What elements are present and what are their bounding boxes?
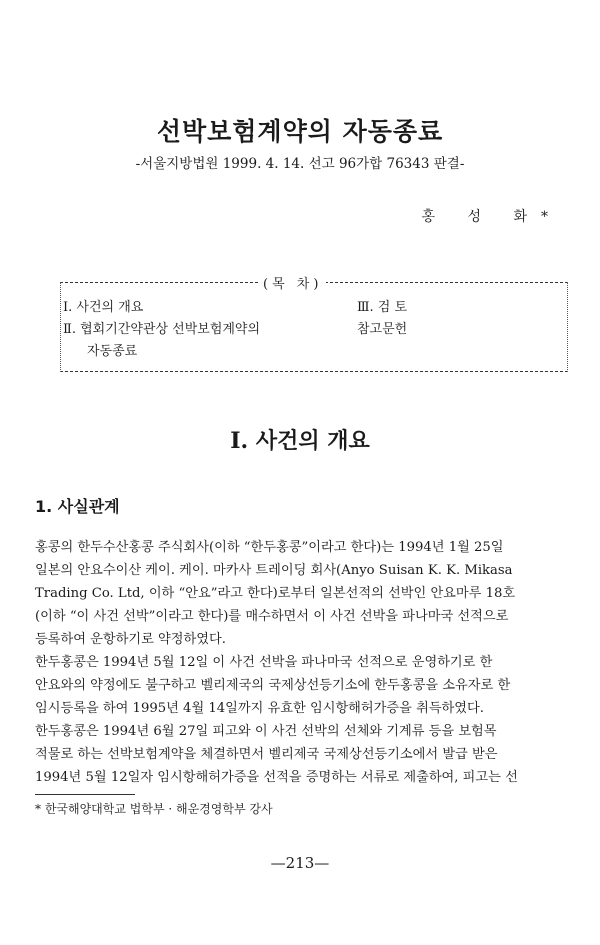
toc-item-references: 참고문헌 (357, 322, 408, 337)
paper-title: 선박보험계약의 자동종료 (156, 117, 444, 146)
text-line: 임시등록을 하여 1995년 4월 14일까지 유효한 임시항해허가증을 취득하였다. (35, 701, 484, 716)
table-of-contents (60, 277, 568, 372)
paragraph-3 (35, 720, 567, 789)
text-line: (이하 “이 사건 선박”이라고 한다)를 매수하면서 이 사건 선박을 파나마국 선적으로 (35, 609, 509, 624)
text-line: 한두홍콩은 1994년 5월 12일 이 사건 선박을 파나마국 선적으로 운영하기로 한 (35, 655, 493, 670)
toc-right-column (357, 297, 407, 341)
subsection-heading: 1. 사실관계 (35, 497, 120, 516)
text-line: 일본의 안요수이산 케이. 케이. 마카사 트레이딩 회사(Anyo Suisan K. K. Mikasa (35, 563, 513, 578)
author-name: 홍 성 화* (421, 209, 562, 225)
toc-label: (목 차) (259, 273, 326, 292)
toc-item-1: Ⅰ. 사건의 개요 (63, 300, 144, 315)
toc-left-column (63, 297, 260, 363)
toc-item-3: Ⅲ. 검 토 (357, 300, 408, 315)
paper-subtitle: -서울지방법원 1999. 4. 14. 선고 96가합 76343 판결- (135, 156, 465, 172)
section-heading: Ⅰ. 사건의 개요 (230, 428, 370, 454)
page-number: —213— (270, 854, 330, 872)
text-line: Trading Co. Ltd, 이하 “안요”라고 한다)로부터 일본선적의 선박인 안요마루 18호 (35, 586, 516, 601)
paragraph-1 (35, 536, 567, 651)
text-line: 적물로 하는 선박보험계약을 체결하면서 벨리제국 국제상선등기소에서 발급 받은 (35, 747, 498, 762)
body-text (35, 536, 567, 789)
text-line: 홍콩의 한두수산홍콩 주식회사(이하 “한두홍콩”이라고 한다)는 1994년 1월 25일 (35, 540, 504, 555)
text-line: 한두홍콩은 1994년 6월 27일 피고와 이 사건 선박의 선체와 기계류 등을 보험목 (35, 724, 497, 739)
text-line: 등록하여 운항하기로 약정하였다. (35, 632, 226, 647)
toc-item-2: Ⅱ. 협회기간약관상 선박보험계약의 (63, 322, 261, 337)
footnote-divider (35, 794, 135, 795)
paragraph-2 (35, 651, 567, 720)
footnote: * 한국해양대학교 법학부 · 해운경영학부 강사 (35, 802, 273, 816)
text-line: 안요와의 약정에도 불구하고 벨리제국의 국제상선등기소에 한두홍콩을 소유자로 한 (35, 678, 511, 693)
text-line: 1994년 5월 12일자 임시항해허가증을 선적을 증명하는 서류로 제출하여, 피고는 선 (35, 770, 518, 785)
toc-item-2-continued: 자동종료 (87, 344, 138, 359)
